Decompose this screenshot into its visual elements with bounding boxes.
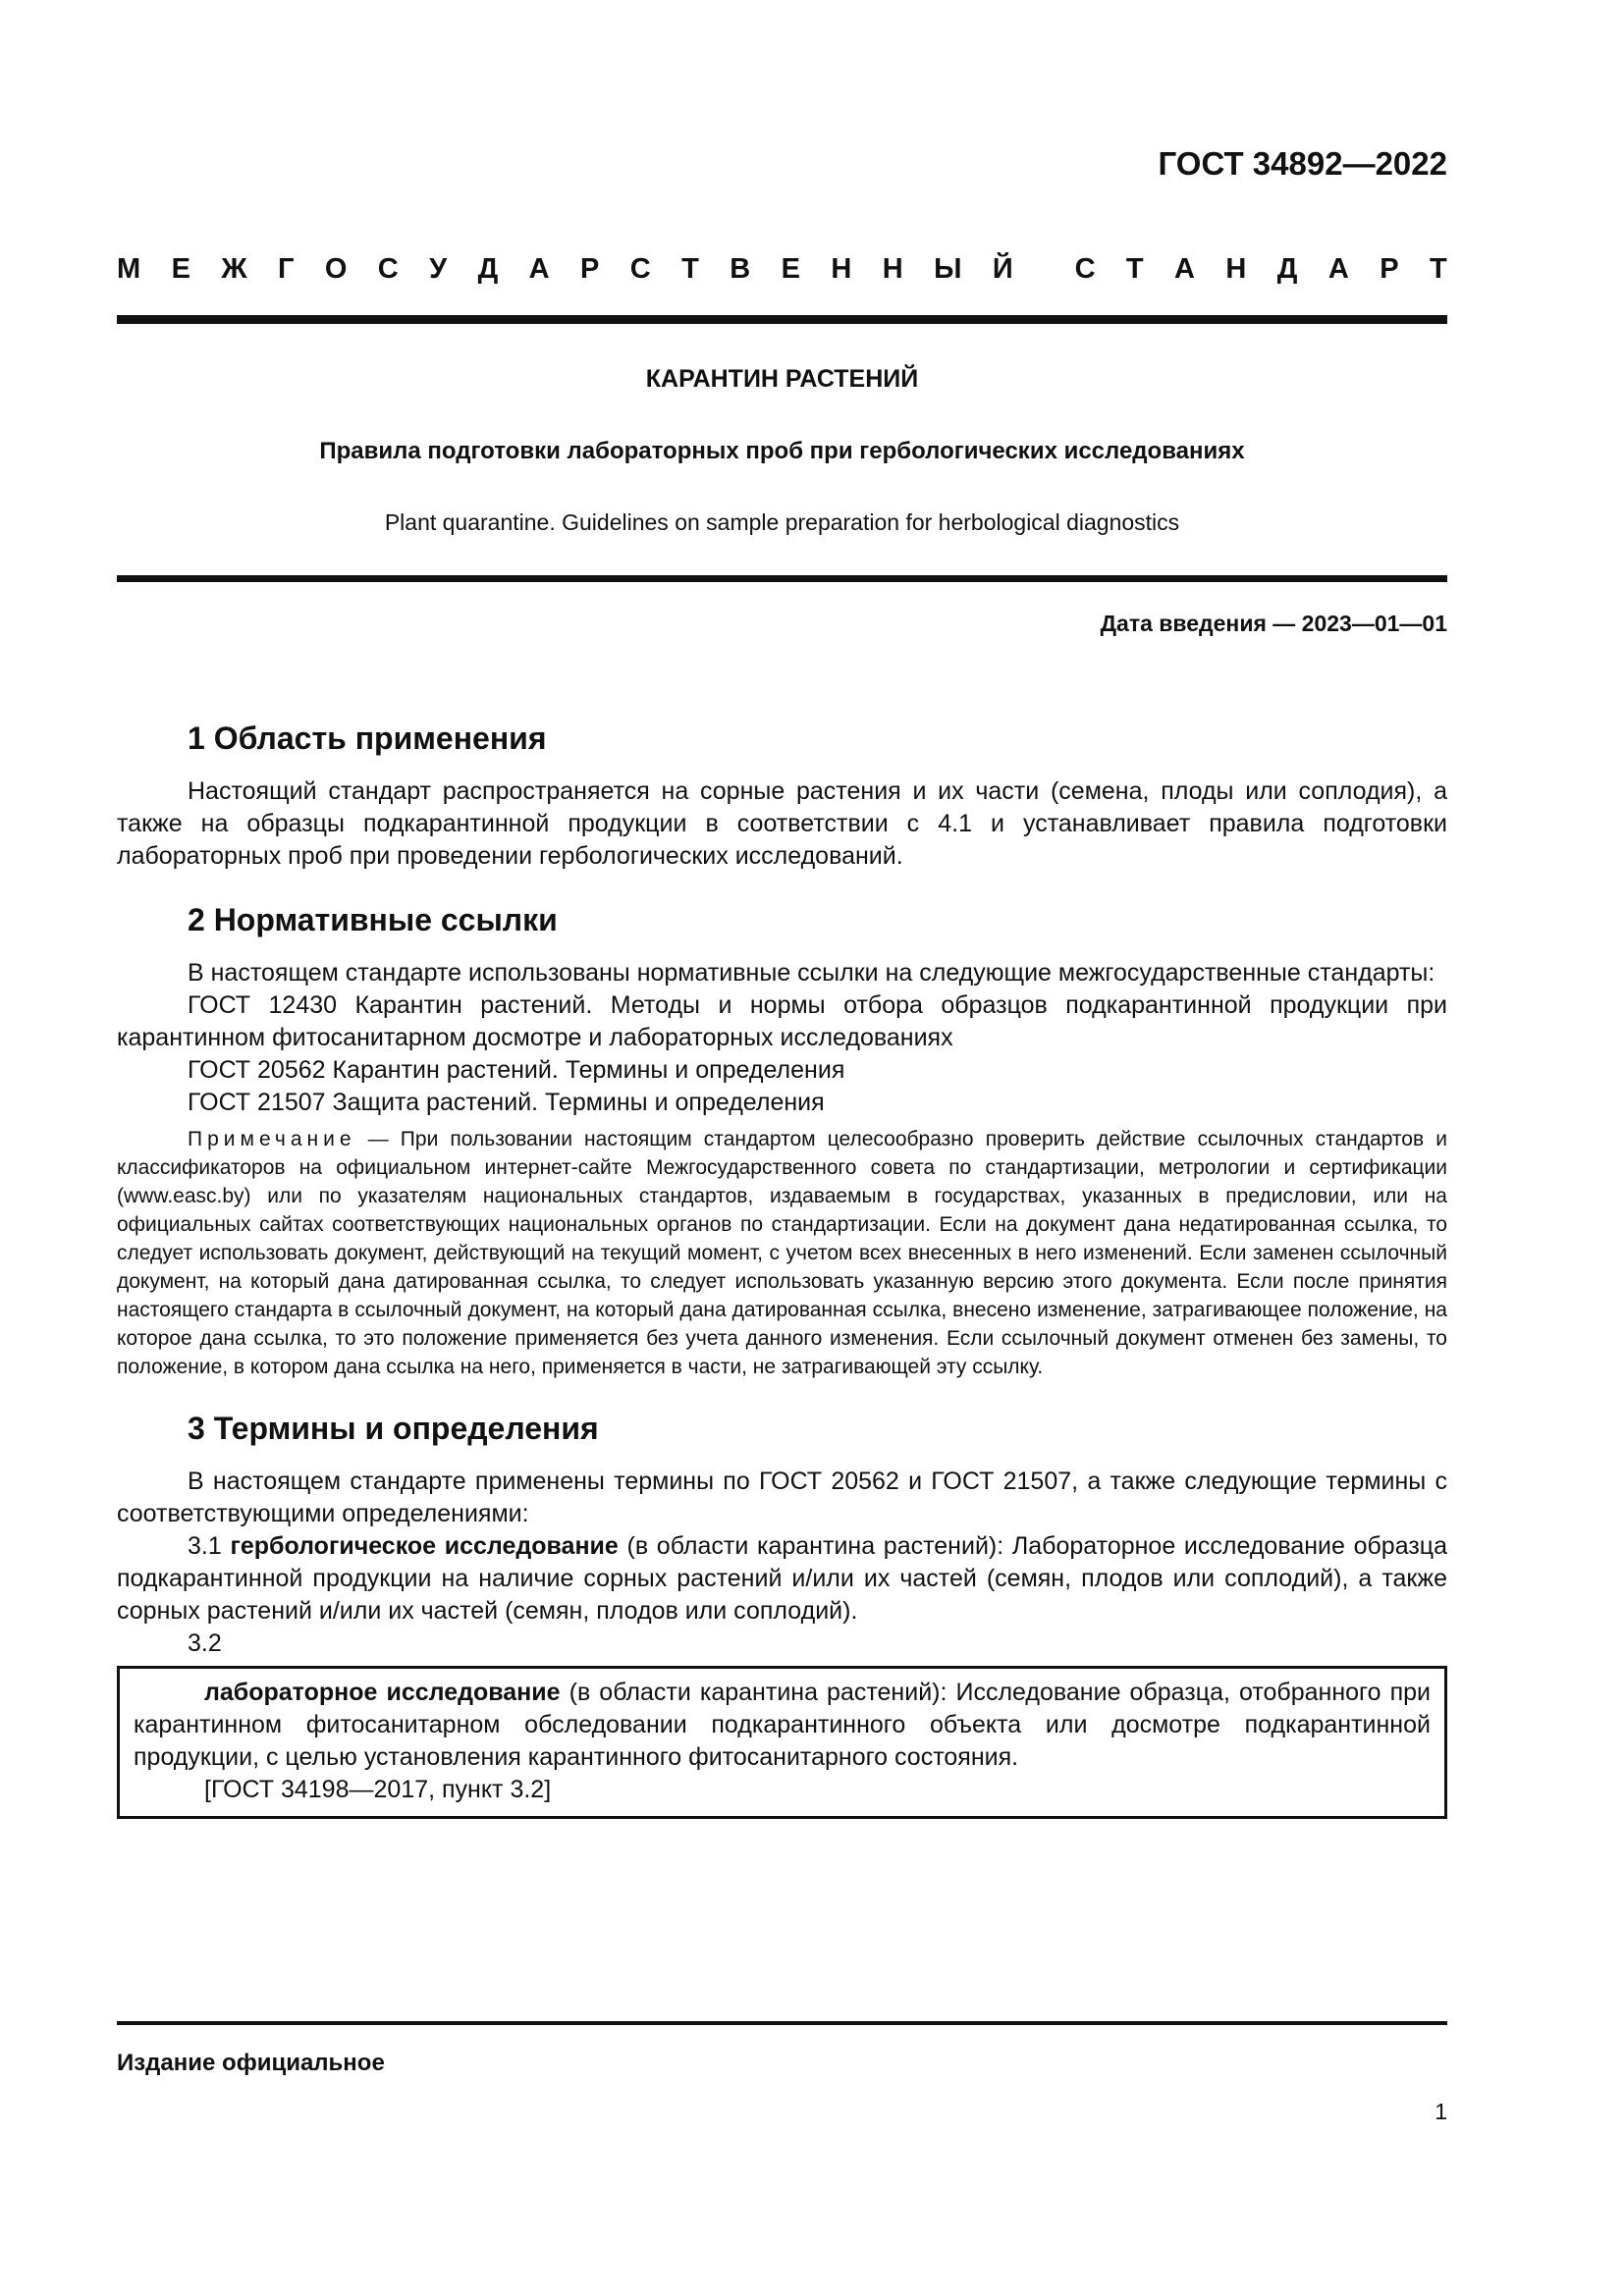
banner-letter: Т [1125, 253, 1144, 285]
document-number: ГОСТ 34892—2022 [1158, 145, 1447, 182]
banner-letter: Й [992, 253, 1013, 285]
document-page [117, 0, 1447, 2296]
introduction-date: Дата введения — 2023—01—01 [1100, 611, 1447, 636]
banner-letter: В [730, 253, 751, 285]
banner-letter: С [629, 253, 651, 285]
banner-letter: Г [277, 253, 295, 285]
document-subtitle: Правила подготовки лабораторных проб при гербологических исследованиях [319, 438, 1245, 464]
section-heading: 2 Нормативные ссылки [188, 902, 558, 937]
reference-item: ГОСТ 20562 Карантин растений. Термины и определения [188, 1056, 845, 1084]
document-title-english: Plant quarantine. Guidelines on sample preparation for herbological diagnostics [384, 509, 1180, 535]
banner-letter: Т [1429, 253, 1447, 285]
banner-letter: А [1174, 253, 1195, 285]
header-divider [117, 315, 1447, 324]
banner-letter: Н [882, 253, 903, 285]
paragraph: В настоящем стандарте применены термины по ГОСТ 20562 и ГОСТ 21507, а также следующие термины с соответствующими определениями: [117, 1468, 1447, 1527]
title-divider [117, 575, 1447, 582]
banner-letter: С [1074, 253, 1096, 285]
banner-letter: У [429, 253, 448, 285]
document-title: КАРАНТИН РАСТЕНИЙ [645, 365, 919, 393]
official-edition-label: Издание официальное [117, 2050, 385, 2076]
section-heading: 1 Область применения [188, 721, 547, 756]
banner-letter: Д [1276, 253, 1298, 285]
document-body [117, 717, 1447, 1844]
reference-item: ГОСТ 21507 Защита растений. Термины и определения [188, 1089, 825, 1116]
banner-letter: О [324, 253, 348, 285]
banner-letter: Е [171, 253, 190, 285]
banner-letter: Н [1225, 253, 1247, 285]
term-name: гербологическое исследование [230, 1532, 619, 1560]
paragraph: Настоящий стандарт распространяется на сорные растения и их части (семена, плоды или соплодия), а также на образцы подкарантинной продукции в соответствии с 4.1 и устанавливает правила подготовки лабораторных проб при проведении гербологических исследований. [117, 777, 1447, 870]
page-number: 1 [1435, 2099, 1447, 2124]
banner-letter: Ж [221, 253, 247, 285]
note [117, 1125, 1447, 1381]
banner-letter: Е [781, 253, 800, 285]
banner-letter: Р [580, 253, 600, 285]
term-source: [ГОСТ 34198—2017, пункт 3.2] [204, 1776, 552, 1803]
section-terms-definitions [117, 1407, 1447, 1819]
section-normative-references [117, 898, 1447, 1381]
interstate-standard-banner [117, 253, 1447, 286]
banner-letter: Т [681, 253, 699, 285]
banner-letter: М [117, 253, 141, 285]
term-name: лабораторное исследование [204, 1679, 561, 1706]
banner-letter: А [1327, 253, 1349, 285]
banner-letter: Р [1380, 253, 1399, 285]
banner-letter: А [528, 253, 550, 285]
section-scope [117, 717, 1447, 873]
section-heading: 3 Термины и определения [188, 1411, 599, 1446]
reference-item: ГОСТ 12430 Карантин растений. Методы и нормы отбора образцов подкарантинной продукции при карантинном фитосанитарном досмотре и лабораторных исследованиях [117, 991, 1447, 1051]
banner-letter: С [377, 253, 399, 285]
paragraph: В настоящем стандарте использованы нормативные ссылки на следующие межгосударственные стандарты: [188, 959, 1435, 987]
banner-letter: Н [831, 253, 852, 285]
term-3-2 [134, 1677, 1431, 1774]
term-number: 3.1 [188, 1532, 231, 1560]
term-3-2-box [117, 1666, 1447, 1819]
term-definition: (в области карантина растений): Лабораторное исследование образца подкарантинной продукции на наличие сорных растений и/или их частей (семян, плодов или соплодий), а также сорных растений и/или их частей (семян, плодов или соплодий). [117, 1532, 1448, 1625]
footer-divider [117, 2021, 1447, 2025]
banner-letter: Д [477, 253, 499, 285]
term-number: 3.2 [188, 1629, 222, 1657]
note-text: — При пользовании настоящим стандартом целесообразно проверить действие ссылочных стандартов и классификаторов на официальном интернет-сайте Межгосударственного совета по стандартизации, метрологии и сертификации (www.easc.by) или по указателям национальных стандартов, издаваемым в государствах, указанных в предисловии, или на официальных сайтах соответствующих национальных органов по стандартизации. Если на документ дана недатированная ссылка, то следует использовать документ, действующий на текущий момент, с учетом всех внесенных в него изменений. Если заменен ссылочный документ, на который дана датированная ссылка, то следует использовать указанную версию этого документа. Если после принятия настоящего стандарта в ссылочный документ, на который дана датированная ссылка, внесено изменение, затрагивающее положение, на которое дана ссылка, то это положение применяется без учета данного изменения. Если ссылочный документ отменен без замены, то положение, в котором дана ссылка на него, применяется в части, не затрагивающей эту ссылку. [117, 1128, 1447, 1378]
banner-letter: Ы [934, 253, 962, 285]
term-3-1 [117, 1530, 1447, 1628]
note-label: Примечание [188, 1128, 356, 1150]
term-definition: (в области карантина растений): Исследование образца, отобранного при карантинном фитосанитарном обследовании подкарантинного объекта или досмотре подкарантинной продукции, с целью установления карантинного фитосанитарного состояния. [134, 1679, 1431, 1771]
